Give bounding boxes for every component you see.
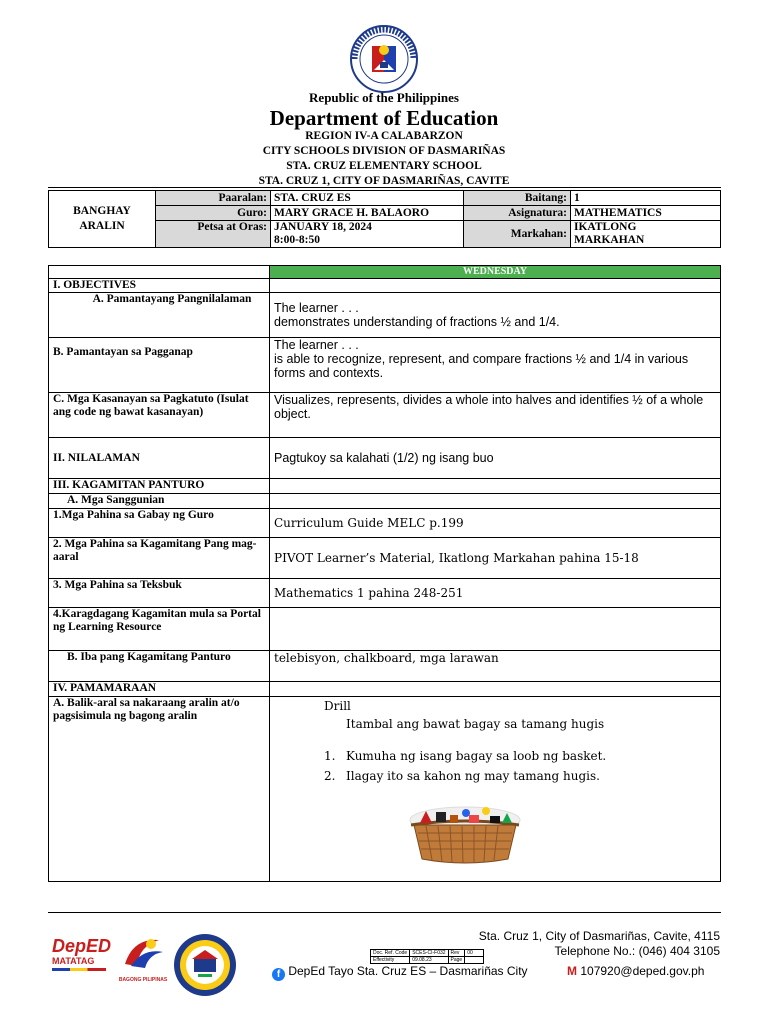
a-line2: demonstrates understanding of fractions ½ and 1/4. (274, 315, 560, 329)
lesson-info-table (48, 190, 721, 248)
page-value (465, 957, 484, 964)
markahan-value (571, 221, 721, 248)
step-2: 2. Ilagay ito sa kahon ng may tamang hugis. (324, 769, 600, 783)
b-line1: The learner . . . (274, 338, 359, 352)
baitang-value: 1 (571, 191, 721, 206)
gabay-cell: Curriculum Guide MELC p.199 (270, 509, 721, 538)
markahan-line1: IKATLONG (574, 221, 637, 233)
kagamitang-pang-magaaral-cell: PIVOT Learner’s Material, Ikatlong Markahan pahina 15-18 (270, 538, 721, 579)
paaralan-label: Paaralan: (156, 191, 271, 206)
basket-of-shapes-image (406, 805, 524, 865)
kagamitang-pang-magaaral-label: 2. Mga Pahina sa Kagamitang Pang mag-aaral (49, 538, 270, 579)
markahan-label: Markahan: (464, 221, 571, 248)
department-title: Department of Education (269, 106, 499, 130)
asignatura-value: MATHEMATICS (571, 206, 721, 221)
kasanayan-label: C. Mga Kasanayan sa Pagkatuto (Isulat ang code ng bawat kasanayan) (49, 393, 270, 438)
balik-aral-label: A. Balik-aral sa nakaraang aralin at/o pagsisimula ng bagong aralin (49, 697, 270, 882)
iba-pang-kagamitan-cell: telebisyon, chalkboard, mga larawan (270, 651, 721, 682)
deped-seal-logo (346, 24, 422, 94)
doc-code-value: SCES-CI-F032 (410, 950, 448, 957)
drill-steps (274, 749, 716, 783)
a-line1: The learner . . . (274, 301, 359, 315)
rev-value: 00 (465, 950, 484, 957)
school-label: STA. CRUZ ELEMENTARY SCHOOL (286, 160, 482, 172)
pamantayan-sa-pagganap-cell (270, 338, 721, 393)
footer-divider (48, 912, 721, 913)
matatag-text: MATATAG (52, 956, 95, 966)
objectives-label: I. OBJECTIVES (49, 279, 270, 293)
portal-cell (270, 608, 721, 651)
petsa-date: JANUARY 18, 2024 (274, 221, 372, 233)
drill-instruction: Itambal ang bawat bagay sa tamang hugis (346, 717, 605, 731)
teksbuk-label: 3. Mga Pahina sa Teksbuk (49, 579, 270, 608)
footer-address: Sta. Cruz 1, City of Dasmariñas, Cavite, 4115 (478, 929, 720, 943)
balik-aral-cell (270, 697, 721, 882)
effectivity-label: Effectivity (371, 957, 410, 964)
portal-label: 4.Karagdagang Kagamitan mula sa Portal ng Learning Resource (49, 608, 270, 651)
gmail-icon: M (567, 964, 577, 978)
region-label: REGION IV-A CALABARZON (305, 130, 463, 142)
petsa-time: 8:00-8:50 (274, 234, 320, 246)
sanggunian-empty (270, 494, 721, 509)
lesson-plan-table (48, 265, 721, 882)
bagong-pilipinas-emblem (121, 934, 165, 972)
drill-label: Drill (324, 699, 351, 713)
republic-label: Republic of the Philippines (309, 90, 459, 105)
facebook-text: DepEd Tayo Sta. Cruz ES – Dasmariñas City (288, 964, 528, 978)
email-link[interactable] (567, 964, 704, 978)
header-empty-cell (49, 266, 270, 279)
b-line2: is able to recognize, represent, and compare fractions ½ and 1/4 in various forms and contexts. (274, 352, 689, 380)
banghay-label: BANGHAY (73, 205, 131, 217)
pamantayan-sa-pagganap-label: B. Pamantayan sa Pagganap (49, 338, 270, 393)
kagamitan-empty (270, 479, 721, 494)
effectivity-value: 09.08.23 (410, 957, 448, 964)
bagong-pilipinas-logo (118, 934, 168, 982)
petsa-value (271, 221, 464, 248)
nilalaman-cell: Pagtukoy sa kalahati (1/2) ng isang buo (270, 438, 721, 479)
header-divider (48, 187, 721, 188)
division-label: CITY SCHOOLS DIVISION OF DASMARIÑAS (262, 145, 506, 157)
guro-label: Guro: (156, 206, 271, 221)
document-reference-table (370, 949, 484, 964)
kasanayan-cell: Visualizes, represents, divides a whole into halves and identifies ½ of a whole object. (270, 393, 721, 438)
doc-code-label: Doc. Ref. Code (371, 950, 410, 957)
petsa-label: Petsa at Oras: (156, 221, 271, 248)
nilalaman-label: II. NILALAMAN (49, 438, 270, 479)
paaralan-value: STA. CRUZ ES (271, 191, 464, 206)
step-1: 1. Kumuha ng isang bagay sa loob ng basket. (324, 749, 607, 763)
school-address: STA. CRUZ 1, CITY OF DASMARIÑAS, CAVITE (258, 175, 510, 187)
kagamitan-label: III. KAGAMITAN PANTURO (49, 479, 270, 494)
email-text: 107920@deped.gov.ph (580, 964, 705, 978)
iba-pang-kagamitan-label: B. Iba pang Kagamitang Panturo (49, 651, 270, 682)
banghay-aralin-cell (49, 191, 156, 248)
school-seal-logo (172, 932, 238, 998)
baitang-label: Baitang: (464, 191, 571, 206)
matatag-stripe (52, 968, 106, 971)
step-1-text: Kumuha ng isang bagay sa loob ng basket. (346, 749, 607, 763)
objectives-empty (270, 279, 721, 293)
markahan-line2: MARKAHAN (574, 234, 645, 246)
sanggunian-label: A. Mga Sanggunian (49, 494, 270, 509)
pamantayang-pangnilalaman-cell (270, 293, 721, 338)
pamamaraan-empty (270, 682, 721, 697)
step-2-text: Ilagay ito sa kahon ng may tamang hugis. (346, 769, 600, 783)
rev-label: Rev (448, 950, 465, 957)
pamantayang-pangnilalaman-label: A. Pamantayang Pangnilalaman (49, 293, 270, 338)
deped-matatag-logo (52, 936, 114, 982)
gabay-label: 1.Mga Pahina sa Gabay ng Guro (49, 509, 270, 538)
pamamaraan-label: IV. PAMAMARAAN (49, 682, 270, 697)
page-label: Page (448, 957, 465, 964)
facebook-link[interactable] (272, 964, 528, 981)
facebook-icon: f (272, 968, 285, 981)
day-header: WEDNESDAY (270, 266, 721, 279)
deped-logo-text: DepED (52, 936, 112, 956)
bagong-pilipinas-text: BAGONG PILIPINAS (118, 977, 168, 983)
teksbuk-cell: Mathematics 1 pahina 248-251 (270, 579, 721, 608)
asignatura-label: Asignatura: (464, 206, 571, 221)
footer-telephone: Telephone No.: (046) 404 3105 (554, 944, 720, 958)
aralin-label: ARALIN (79, 220, 125, 232)
guro-value: MARY GRACE H. BALAORO (271, 206, 464, 221)
